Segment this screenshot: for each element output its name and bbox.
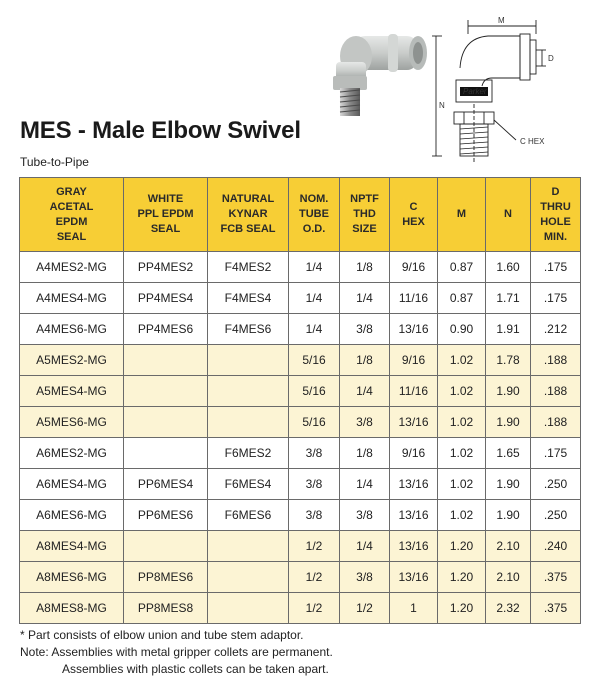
table-cell: PP4MES6 [124, 314, 208, 345]
header-gray-acetal [20, 178, 124, 252]
table-cell: 1.02 [438, 376, 486, 407]
table-cell: 1.91 [486, 314, 531, 345]
table-cell: 3/8 [340, 314, 390, 345]
table-cell: A8MES6-MG [20, 562, 124, 593]
table-cell: 1.65 [486, 438, 531, 469]
header-nptf-size [340, 178, 390, 252]
footnotes [20, 627, 333, 678]
header-line: ACETAL [49, 200, 94, 213]
footnote-assembly: * Part consists of elbow union and tube stem adaptor. [20, 628, 304, 642]
table-row [20, 345, 581, 376]
table-cell [208, 593, 289, 624]
header-d-thru-hole [531, 178, 581, 252]
table-cell: .240 [531, 531, 581, 562]
table-row [20, 376, 581, 407]
drawing-label-d: D [548, 54, 554, 63]
header-tube-od [289, 178, 340, 252]
header-line: TUBE [299, 208, 329, 220]
table-cell: 1/4 [289, 283, 340, 314]
table-cell: 1/2 [340, 593, 390, 624]
page-subtitle: Tube-to-Pipe [20, 155, 89, 169]
table-cell: 1.02 [438, 469, 486, 500]
table-cell: 1.20 [438, 593, 486, 624]
header-line: SEAL [56, 230, 87, 243]
table-cell: 5/16 [289, 376, 340, 407]
table-cell: PP6MES6 [124, 500, 208, 531]
table-cell: .175 [531, 438, 581, 469]
table-cell: 13/16 [390, 531, 438, 562]
table-cell: 1/4 [340, 376, 390, 407]
table-cell: PP4MES2 [124, 252, 208, 283]
table-cell [208, 407, 289, 438]
table-cell: F4MES4 [208, 283, 289, 314]
table-cell: .250 [531, 500, 581, 531]
table-cell: A5MES2-MG [20, 345, 124, 376]
table-cell: A8MES8-MG [20, 593, 124, 624]
header-natural-kynar [208, 178, 289, 252]
table-cell: .188 [531, 376, 581, 407]
header-line: THRU [540, 200, 571, 213]
header-line: C [409, 200, 418, 213]
table-cell: 1 [390, 593, 438, 624]
table-cell: 11/16 [390, 376, 438, 407]
table-cell: 1.02 [438, 500, 486, 531]
table-cell: 1/2 [289, 531, 340, 562]
table-cell: 1.90 [486, 469, 531, 500]
header-line: NPTF [350, 193, 379, 205]
header-m [438, 178, 486, 252]
table-cell: 1.02 [438, 345, 486, 376]
header-line: WHITE [147, 193, 184, 205]
table-cell: .188 [531, 345, 581, 376]
header-line: HOLE [540, 215, 571, 228]
table-cell [208, 376, 289, 407]
table-row [20, 531, 581, 562]
table-cell: 13/16 [390, 562, 438, 593]
table-cell: A5MES4-MG [20, 376, 124, 407]
drawing-label-c-hex: C HEX [520, 137, 545, 146]
table-cell: F6MES6 [208, 500, 289, 531]
table-cell: A4MES6-MG [20, 314, 124, 345]
header-white-ppl [124, 178, 208, 252]
dimension-drawing [432, 8, 600, 168]
header-line: GRAY [56, 185, 87, 198]
page-title: MES - Male Elbow Swivel [20, 117, 301, 144]
table-cell: 1.02 [438, 438, 486, 469]
table-cell: .175 [531, 252, 581, 283]
table-row [20, 469, 581, 500]
table-cell: 2.32 [486, 593, 531, 624]
table-cell: .212 [531, 314, 581, 345]
table-cell: 1/2 [289, 562, 340, 593]
table-cell: 13/16 [390, 469, 438, 500]
table-cell: 2.10 [486, 531, 531, 562]
table-cell [124, 407, 208, 438]
table-cell: A6MES4-MG [20, 469, 124, 500]
header-line: SEAL [150, 223, 181, 235]
table-row [20, 562, 581, 593]
table-cell: 5/16 [289, 345, 340, 376]
table-row [20, 283, 581, 314]
table-cell: F4MES2 [208, 252, 289, 283]
table-cell: 0.87 [438, 252, 486, 283]
header-line: SIZE [352, 223, 377, 235]
table-cell: .375 [531, 562, 581, 593]
table-header-row [20, 178, 581, 252]
header-line: KYNAR [228, 208, 268, 220]
table-cell: 3/8 [340, 407, 390, 438]
header-line: PPL EPDM [137, 208, 194, 220]
table-cell: 1/2 [289, 593, 340, 624]
table-cell: 1/4 [340, 283, 390, 314]
table-cell: 9/16 [390, 345, 438, 376]
spec-table [19, 177, 581, 624]
note-metal-collets: Note: Assemblies with metal gripper collets are permanent. [20, 645, 333, 659]
table-cell: 3/8 [289, 469, 340, 500]
table-cell: F6MES4 [208, 469, 289, 500]
header-line: N [504, 208, 512, 220]
table-cell: 1/4 [340, 469, 390, 500]
table-cell: 2.10 [486, 562, 531, 593]
table-cell: 3/8 [289, 438, 340, 469]
header-line: M [456, 208, 467, 220]
table-cell: 5/16 [289, 407, 340, 438]
header-line: MIN. [543, 230, 568, 243]
header-line: D [551, 185, 560, 198]
table-cell: A5MES6-MG [20, 407, 124, 438]
table-cell: 13/16 [390, 407, 438, 438]
table-cell: 9/16 [390, 252, 438, 283]
table-cell [208, 562, 289, 593]
table-row [20, 438, 581, 469]
table-row [20, 500, 581, 531]
table-cell: 1.20 [438, 531, 486, 562]
table-cell: 13/16 [390, 314, 438, 345]
header-c-hex [390, 178, 438, 252]
note-plastic-collets: Assemblies with plastic collets can be taken apart. [62, 662, 329, 676]
drawing-label-m: M [498, 16, 505, 25]
table-cell: 1/8 [340, 252, 390, 283]
table-cell: 3/8 [289, 500, 340, 531]
table-cell: PP8MES8 [124, 593, 208, 624]
table-cell [208, 531, 289, 562]
table-cell: 0.87 [438, 283, 486, 314]
table-cell: .175 [531, 283, 581, 314]
table-cell [124, 531, 208, 562]
drawing-label-n: N [439, 101, 445, 110]
table-cell: A6MES2-MG [20, 438, 124, 469]
table-cell: A4MES2-MG [20, 252, 124, 283]
table-cell: 9/16 [390, 438, 438, 469]
table-cell: 0.90 [438, 314, 486, 345]
table-cell: F6MES2 [208, 438, 289, 469]
table-cell: 1.20 [438, 562, 486, 593]
table-cell [124, 376, 208, 407]
header-line: HEX [402, 215, 425, 228]
table-cell [124, 345, 208, 376]
table-row [20, 593, 581, 624]
table-cell: .375 [531, 593, 581, 624]
table-row [20, 407, 581, 438]
table-cell: 1/8 [340, 345, 390, 376]
table-cell [208, 345, 289, 376]
header-line: NATURAL [221, 193, 275, 205]
table-cell: PP6MES4 [124, 469, 208, 500]
table-cell: PP4MES4 [124, 283, 208, 314]
header-line: THD [353, 208, 376, 220]
table-cell: 11/16 [390, 283, 438, 314]
header-line: O.D. [302, 223, 326, 235]
table-cell: 1.71 [486, 283, 531, 314]
header-line: FCB SEAL [220, 223, 276, 235]
table-cell: 1/4 [289, 252, 340, 283]
table-cell: 1.78 [486, 345, 531, 376]
table-cell: 3/8 [340, 500, 390, 531]
table-row [20, 314, 581, 345]
table-body [20, 252, 581, 624]
table-cell: 1/4 [340, 531, 390, 562]
table-cell: 1.90 [486, 376, 531, 407]
table-cell [124, 438, 208, 469]
table-cell: A4MES4-MG [20, 283, 124, 314]
table-cell: A8MES4-MG [20, 531, 124, 562]
table-cell: 1.60 [486, 252, 531, 283]
header-line: EPDM [55, 215, 88, 228]
table-cell: 1/8 [340, 438, 390, 469]
table-cell: .188 [531, 407, 581, 438]
table-cell: 1.90 [486, 500, 531, 531]
product-photo [300, 14, 440, 124]
header-n [486, 178, 531, 252]
table-cell: 3/8 [340, 562, 390, 593]
header-line: NOM. [299, 193, 329, 205]
table-cell: PP8MES6 [124, 562, 208, 593]
table-cell: 1/4 [289, 314, 340, 345]
table-cell: 13/16 [390, 500, 438, 531]
table-cell: 1.02 [438, 407, 486, 438]
table-row [20, 252, 581, 283]
table-cell: F4MES6 [208, 314, 289, 345]
table-cell: 1.90 [486, 407, 531, 438]
drawing-logo-text: Parker [463, 87, 487, 96]
table-cell: A6MES6-MG [20, 500, 124, 531]
table-cell: .250 [531, 469, 581, 500]
